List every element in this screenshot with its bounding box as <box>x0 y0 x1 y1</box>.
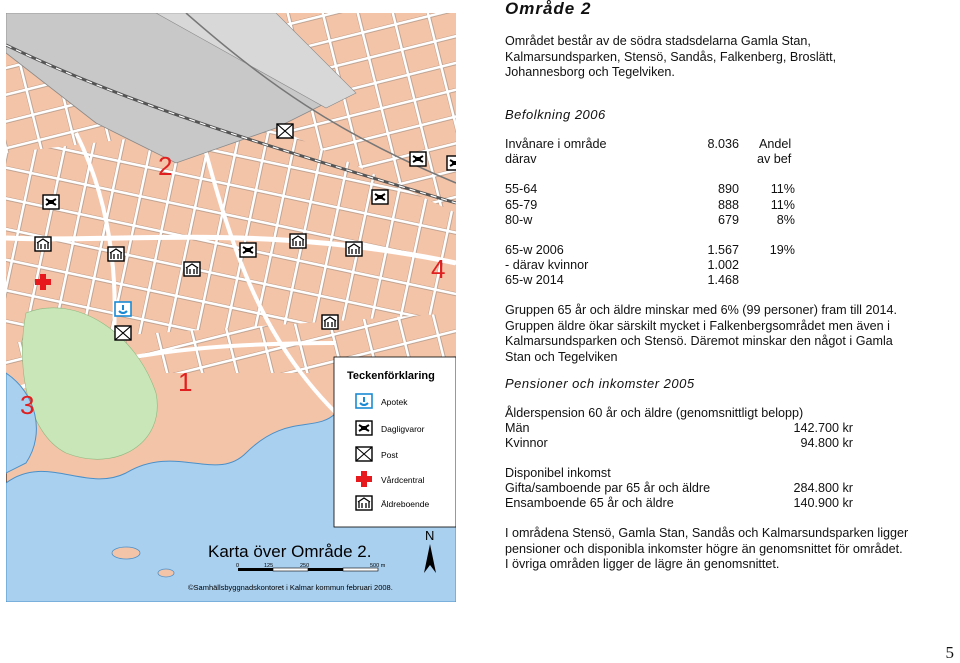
scale-label-0: 0 <box>236 563 240 569</box>
disp-row-label: Ensamboende 65 år och äldre <box>505 496 674 510</box>
closing-paragraph <box>505 526 908 573</box>
dagligvaror-icon <box>240 243 256 257</box>
old-row-value: 1.468 <box>707 273 739 287</box>
aldreboende-icon <box>346 242 362 256</box>
pension-subheading: Ålderspension 60 år och äldre (genomsnittligt belopp) <box>505 406 804 420</box>
aldreboende-icon <box>184 262 200 276</box>
page-title: Område 2 <box>505 0 592 18</box>
north-label: N <box>425 528 435 543</box>
legend-item-dagligvaror: Dagligvaror <box>381 424 425 434</box>
inv-label: Invånare i område <box>505 137 607 151</box>
summary-line: Kalmarsundsparken och Stensö. Däremot minskar den något i Gamla <box>505 334 893 348</box>
old-row-pct: 19% <box>769 243 795 257</box>
scale-label-250: 250 <box>300 563 310 569</box>
dagligvaror-icon <box>43 195 59 209</box>
inv-value: 8.036 <box>707 137 739 151</box>
intro-line: Johannesborg och Tegelviken. <box>505 65 675 79</box>
aldreboende-icon <box>35 237 51 251</box>
area-number-4: 4 <box>431 254 446 284</box>
disp-label: Disponibel inkomst <box>505 466 611 480</box>
legend-title: Teckenförklaring <box>347 370 435 382</box>
old-row-label: 65-w 2006 <box>505 243 564 257</box>
apotek-icon <box>115 302 131 316</box>
post-icon <box>115 326 131 340</box>
disp-row-value: 140.900 kr <box>793 496 853 510</box>
map-legend <box>334 357 456 527</box>
pension-row-label: Män <box>505 421 530 435</box>
scale-label-125: 125 <box>264 563 274 569</box>
disp-row-label: Gifta/samboende par 65 år och äldre <box>505 481 711 495</box>
closing-line: I övriga områden ligger de lägre än genomsnittet. <box>505 557 780 571</box>
dagligvaror-icon <box>372 190 388 204</box>
legend-item-aldreboende: Äldreboende <box>381 499 430 509</box>
legend-item-vardcentral: Vårdcentral <box>381 475 425 485</box>
apotek-icon <box>356 394 372 408</box>
aldreboende-icon <box>356 496 372 510</box>
befolkning-heading: Befolkning 2006 <box>505 107 606 122</box>
summary-line: Stan och Tegelviken <box>505 349 618 364</box>
summary-line: Gruppen 65 år och äldre minskar med 6% (99 personer) fram till 2014. <box>505 303 897 317</box>
pension-row-label: Kvinnor <box>505 436 548 450</box>
dagligvaror-icon <box>356 421 372 435</box>
old-row-value: 1.002 <box>707 258 739 272</box>
intro-paragraph <box>505 34 836 81</box>
post-icon <box>277 124 293 138</box>
pension-heading: Pensioner och inkomster 2005 <box>505 376 695 391</box>
age-row-pct: 11% <box>770 182 795 196</box>
age-row-label: 80-w <box>505 213 533 227</box>
age-row-pct: 11% <box>770 198 795 212</box>
dagligvaror-icon <box>447 156 456 170</box>
age-row-value: 888 <box>717 198 739 212</box>
intro-line: Kalmarsundsparken, Stensö, Sandås, Falkenberg, Broslätt, <box>505 49 837 64</box>
area-number-2: 2 <box>158 151 173 181</box>
area-map <box>6 13 456 602</box>
aldreboende-icon <box>108 247 124 261</box>
aldreboende-icon <box>290 234 306 248</box>
pension-row-value: 94.800 kr <box>800 436 853 450</box>
closing-line: pensioner och disponibla inkomster högre än genomsnittet för området. <box>505 541 903 556</box>
pension-row-value: 142.700 kr <box>793 421 853 435</box>
page-number: 5 <box>945 643 954 662</box>
post-icon <box>356 447 372 461</box>
intro-line: Området består av de södra stadsdelarna Gamla Stan, <box>505 34 811 48</box>
legend-item-apotek: Apotek <box>381 397 408 407</box>
old-row-value: 1.567 <box>707 243 739 257</box>
summary-line: Gruppen äldre ökar särskilt mycket i Falkenbergsområdet men även i <box>505 318 890 333</box>
scale-label-500: 500 m <box>370 563 386 569</box>
age-row-label: 55-64 <box>505 182 538 196</box>
andel-label: Andel <box>759 137 792 151</box>
legend-item-post: Post <box>381 450 399 460</box>
aldreboende-icon <box>322 315 338 329</box>
map-title: Karta över Område 2. <box>208 542 372 561</box>
old-row-label: 65-w 2014 <box>505 273 564 287</box>
dagligvaror-icon <box>410 152 426 166</box>
old-row-label: - därav kvinnor <box>505 258 589 272</box>
area-number-3: 3 <box>20 390 35 420</box>
map-copyright: ©Samhällsbyggnadskontoret i Kalmar kommun februari 2008. <box>188 583 393 592</box>
disp-row-value: 284.800 kr <box>793 481 853 495</box>
area-number-1: 1 <box>178 367 193 397</box>
darav-label: därav <box>505 152 537 166</box>
age-row-value: 890 <box>717 182 739 196</box>
avbef-label: av bef <box>757 152 792 166</box>
age-row-label: 65-79 <box>505 198 538 212</box>
closing-line: I områdena Stensö, Gamla Stan, Sandås och Kalmarsundsparken ligger <box>505 526 909 540</box>
befolkning-summary <box>505 303 897 365</box>
age-row-pct: 8% <box>776 213 795 227</box>
age-row-value: 679 <box>717 213 739 227</box>
